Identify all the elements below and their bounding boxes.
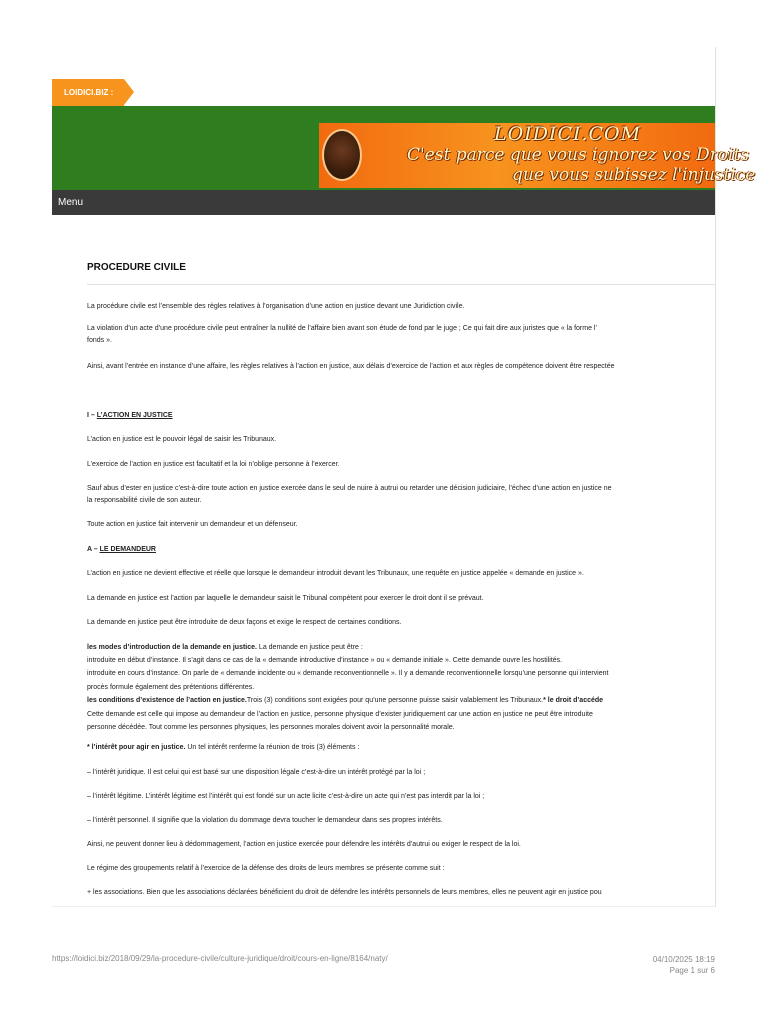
section-heading (87, 544, 156, 555)
section-heading (87, 410, 173, 421)
divider (52, 906, 715, 907)
top-bar (52, 79, 715, 106)
paragraph (87, 742, 359, 753)
footer-url: https://loidici.biz/2018/09/29/la-procedure-civile/culture-juridique/droit/cours-en-ligne/8164/naty/ (52, 954, 388, 963)
paragraph: La procédure civile est l’ensemble des règles relatives à l’organisation d’une action en justice devant une Juridiction civile. (87, 303, 465, 310)
article-content (87, 262, 715, 902)
page-title: PROCEDURE CIVILE (87, 262, 715, 285)
paragraph: La demande en justice est l’action par laquelle le demandeur saisit le Tribunal compétent pour exercer le droit dont il se prévaut. (87, 595, 484, 602)
paragraph-text: La demande en justice peut être : (256, 644, 363, 651)
paragraph: Toute action en justice fait intervenir un demandeur et un défenseur. (87, 521, 298, 528)
banner-portrait-image (322, 129, 362, 181)
brand-tag-link[interactable]: LOIDICI.BIZ : (52, 79, 124, 106)
paragraph: introduite en début d’instance. Il s’agit dans ce cas de la « demande introductive d’instance » ou « demande initiale ». Cette demande ouvre les hostilités. (87, 657, 563, 664)
heading-text: L’ACTION EN JUSTICE (96, 412, 173, 419)
paragraph: – l’intérêt personnel. Il signifie que la violation du dommage devra toucher le demandeur dans ses propres intérêts. (87, 817, 443, 824)
banner-title: LOIDICI.COM (494, 123, 642, 145)
site-header (52, 106, 756, 190)
paragraph-text: Trois (3) conditions sont exigées pour qu’une personne puisse saisir valablement les Tribunaux. (246, 697, 544, 704)
bold-lead: * l’intérêt pour agir en justice. (87, 744, 186, 751)
paragraph: – l’intérêt juridique. Il est celui qui est basé sur une disposition légale c’est-à-dire un intérêt protégé par la loi ; (87, 769, 426, 776)
bold-lead: les conditions d’existence de l’action en justice. (87, 697, 247, 704)
bold-lead: * le droit d’accéde (543, 697, 604, 704)
paragraph: procès formule également des prétentions différentes. (87, 684, 255, 691)
paragraph: la responsabilité civile de son auteur. (87, 497, 202, 504)
banner-slogan-line2: que vous subissez l'injustice (512, 165, 756, 185)
paragraph: L’action en justice ne devient effective et réelle que lorsque le demandeur introduit devant les Tribunaux, une requête en justice appelée « demande en justice ». (87, 570, 584, 577)
footer-meta (653, 954, 715, 976)
paragraph: L’action en justice est le pouvoir légal de saisir les Tribunaux. (87, 436, 277, 443)
header-banner[interactable] (319, 123, 756, 188)
paragraph: Sauf abus d’ester en justice c’est-à-dire toute action en justice exercée dans le seul de nuire à autrui ou retarder une décision judiciaire, l’échec d’une action en justice ne (87, 485, 612, 492)
paragraph: fonds ». (87, 337, 112, 344)
menu-toggle[interactable]: Menu (52, 190, 715, 215)
paragraph (87, 642, 363, 653)
heading-prefix: I – (87, 412, 97, 419)
footer-page-number: Page 1 sur 6 (669, 966, 715, 975)
paragraph: Cette demande est celle qui impose au demandeur de l’action en justice, personne physique d’exister juridiquement car une action en justice ne peut être introduite (87, 711, 593, 718)
paragraph: Ainsi, avant l’entrée en instance d’une affaire, les règles relatives à l’action en justice, aux délais d’exercice de l’action et aux règles de compétence doivent être respectée (87, 363, 615, 370)
paragraph: La demande en justice peut être introduite de deux façons et exige le respect de certaines conditions. (87, 619, 402, 626)
paragraph: – l’intérêt légitime. L’intérêt légitime est l’intérêt qui est fondé sur un acte licite c’est-à-dire un acte qui n’est pas interdit par la loi ; (87, 793, 485, 800)
paragraph: L’exercice de l’action en justice est facultatif et la loi n’oblige personne à l’exercer. (87, 461, 340, 468)
paragraph (87, 695, 603, 706)
paragraph: La violation d’un acte d’une procédure civile peut entraîner la nullité de l’affaire bien avant son étude de fond par le juge ; Ce qui fait dire aux juristes que « la forme l’ (87, 325, 598, 332)
heading-prefix: A – (87, 546, 100, 553)
banner-slogan-line1: C'est parce que vous ignorez vos Droits (407, 145, 750, 165)
paragraph: Le régime des groupements relatif à l’exercice de la défense des droits de leurs membres se présente comme suit : (87, 865, 445, 872)
paragraph: Ainsi, ne peuvent donner lieu à dédommagement, l’action en justice exercée pour défendre les intérêts d’autrui ou exiger le respect de la loi. (87, 841, 521, 848)
paragraph: + les associations. Bien que les associations déclarées bénéficient du droit de défendre les intérêts personnels de leurs membres, elles ne peuvent agir en justice pou (87, 889, 602, 896)
paragraph: introduite en cours d’instance. On parle de « demande incidente ou « demande reconventionnelle ». Il y a demande reconventionnelle lorsqu’une personne qui intervient (87, 670, 609, 677)
footer-datetime: 04/10/2025 18:19 (652, 955, 715, 964)
paragraph-text: Un tel intérêt renferme la réunion de trois (3) éléments : (185, 744, 360, 751)
heading-text: LE DEMANDEUR (99, 546, 156, 553)
bold-lead: les modes d’introduction de la demande en justice. (87, 644, 257, 651)
paragraph: personne décédée. Tout comme les personnes physiques, les personnes morales doivent avoir la personnalité morale. (87, 724, 455, 731)
